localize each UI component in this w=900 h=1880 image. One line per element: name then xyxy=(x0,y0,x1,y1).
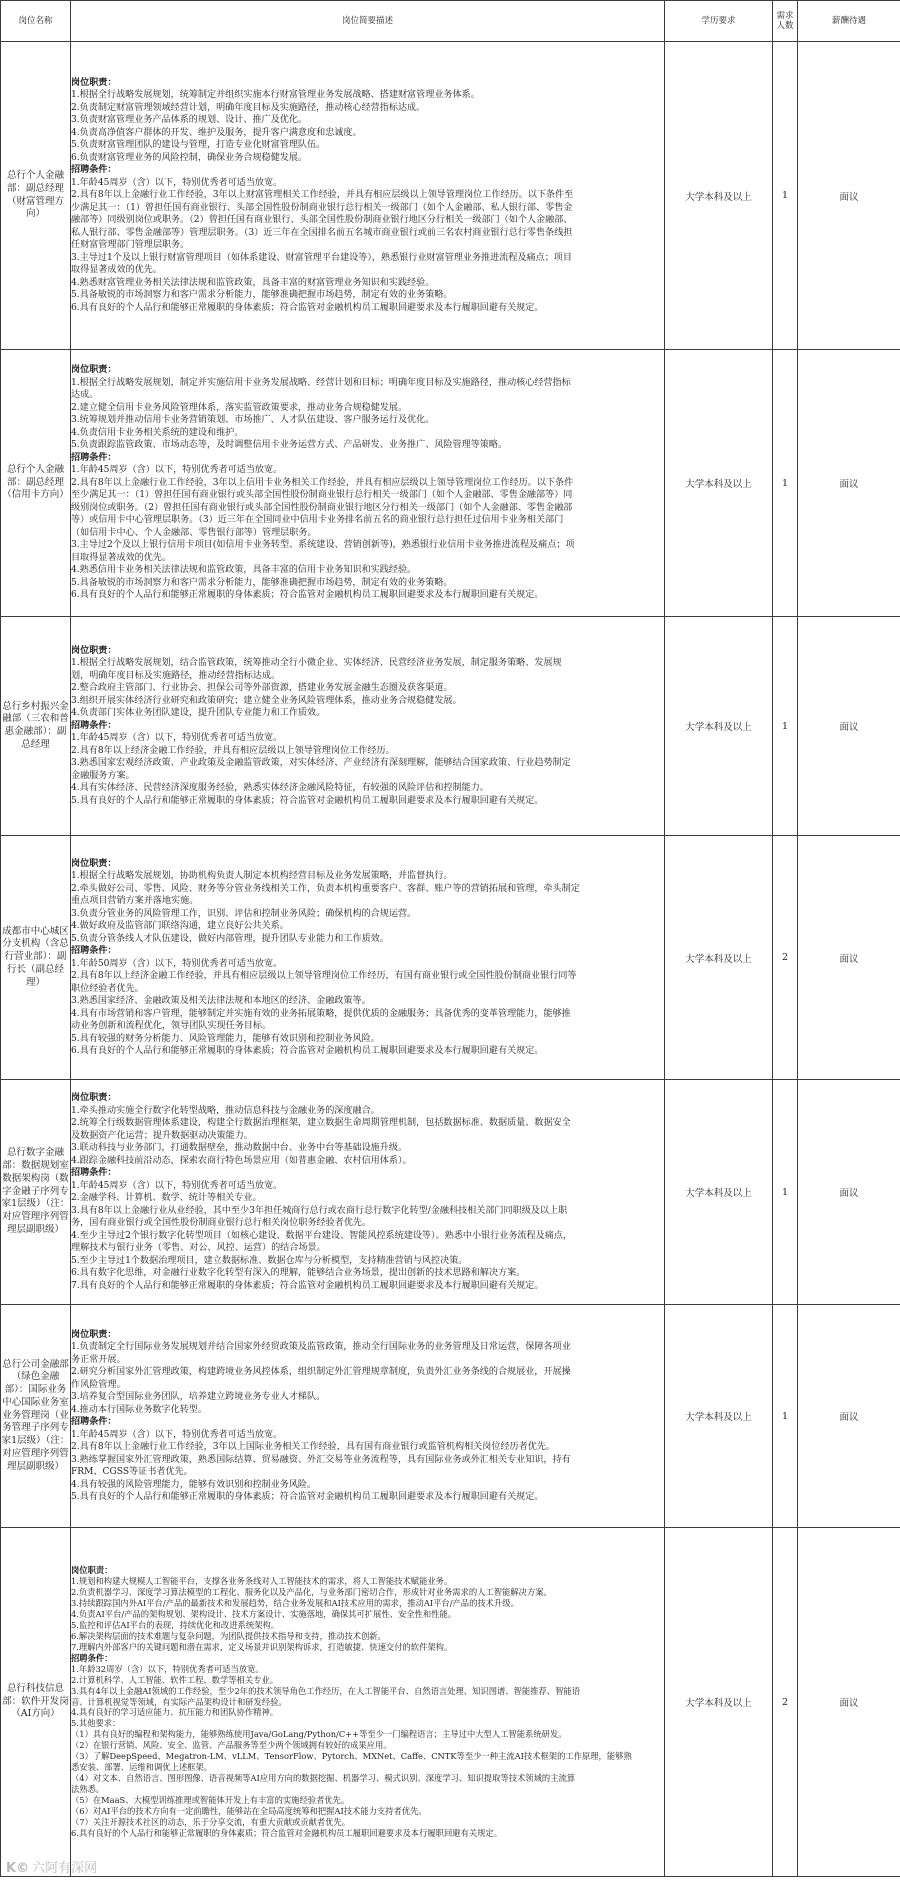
description-line: 3.持续跟踪国内外AI平台/产品的最新技术和发展趋势，结合业务发展和AI技术应用的需求，推动AI平台/产品的技术升级。 xyxy=(71,1598,519,1609)
table-row xyxy=(1,836,900,1080)
position-name: 总行科技信息部：软件开发岗（AI方向） xyxy=(1,1528,71,1877)
position-description xyxy=(71,1080,665,1305)
position-name: 总行公司金融部（绿色金融部）：国际业务中心国际业务室业务管理岗（业务管理子序列专家1层级）（注：对应管理序列管理层副职级） xyxy=(1,1305,71,1528)
description-line: 6.具有良好的个人品行和能够正常履职的身体素质；符合监管对金融机构员工履职回避要求及本行履职回避有关规定。 xyxy=(71,1046,544,1056)
salary: 面议 xyxy=(798,350,900,617)
description-line: 理解技术与银行业务（零售、对公、风控、运营）的结合场景。 xyxy=(71,1243,326,1253)
description-line: 3.联动科技与业务部门，打通数据壁垒，推动数据中台、业务中台等基础设施升级。 xyxy=(71,1143,408,1153)
description-line: 少满足其一：（1）曾担任国有商业银行、头部全国性股份制商业银行总行相关一级部门（如个人金融部、私人银行部、零售金 xyxy=(71,202,573,213)
description-line: 6.具有数字化思维，对金融行业数字化转型有深入的理解，能够结合业务场景，提出创新的技术思路和解决方案。 xyxy=(71,1268,526,1278)
headcount: 1 xyxy=(773,1305,798,1528)
description-line: 2.负责机器学习、深度学习算法模型的工程化、服务化以及产品化，与业务部门密切合作，形成针对业务需求的人工智能解决方案。 xyxy=(71,1587,552,1598)
description-line: 3.组织开展实体经济行业研究和政策研究；建立健全业务风险管理体系，推动业务合规稳健发展。 xyxy=(71,695,462,706)
description-line: 5.具有良好的个人品行和能够正常履职的身体素质；符合监管对金融机构员工履职回避要求及本行履职回避有关规定。 xyxy=(71,1492,544,1502)
description-line: 岗位职责： xyxy=(71,1328,117,1340)
education-requirement: 大学本科及以上 xyxy=(665,1305,773,1528)
position-name: 总行数字金融部：数据规划室数据架构岗（数字金融子序列专家1层级）（注：对应管理序列管理层副职级） xyxy=(1,1080,71,1305)
description-line: 5.负责跟踪监管政策、市场动态等，及时调整信用卡业务运营方式、产品研发、业务推广、风险管理等策略。 xyxy=(71,440,508,451)
description-line: 6.负责财富管理业务的风险控制，确保业务合规稳健发展。 xyxy=(71,152,308,163)
table-row xyxy=(1,350,900,617)
watermark xyxy=(6,1857,97,1876)
description-line: 7.理解内外部客户的关键问题和潜在需求，定义场景并识别架构诉求，打造敏捷、快速交付的软件架构。 xyxy=(71,1641,453,1652)
description-line: 2.统筹全行级数据管理体系建设，构建全行数据治理框架，建立数据生命周期管理机制，包括数据标准、数据质量、数据安全 xyxy=(71,1118,571,1128)
watermark-logo: K© xyxy=(6,1861,30,1876)
table-row xyxy=(1,1305,900,1528)
description-line: （5）在MaaS、大模型训练推理或智能体开发上有丰富的实施经验者优先。 xyxy=(71,1794,350,1805)
description-line: 至少满足其一：（1）曾担任国有商业银行或头部全国性股份制商业银行总行相关一级部门（如个人金融部、零售金融部等）同 xyxy=(71,490,573,501)
description-line: 岗位职责： xyxy=(71,1565,113,1576)
description-line: 法熟悉。 xyxy=(71,1784,105,1795)
description-line: （如信用卡中心、个人金融部、零售银行部等）管理层职务。 xyxy=(71,527,317,538)
description-line: 等）或信用卡中心管理层职务。（3）近三年在全国同业中信用卡业务排名前五名的商业银行总行担任过信用卡业务相关部门 xyxy=(71,515,564,526)
position-description xyxy=(71,836,665,1080)
description-line: 1.规划和构建大规模人工智能平台，支撑各业务条线对人工智能技术的需求，将人工智能技术赋能业务。 xyxy=(71,1576,453,1587)
description-line: 4.具有良好的学习适应能力、抗压能力和团队协作精神。 xyxy=(71,1707,279,1718)
table-row xyxy=(1,42,900,350)
description-line: 音、计算机视觉等领域，有实际产品架构设计和研发经验。 xyxy=(71,1696,287,1707)
position-name: 总行个人金融部：副总经理（财富管理方向） xyxy=(1,42,71,350)
description-line: 3.熟悉国家宏观经济政策、产业政策及金融监管政策，对实体经济、产业经济有深刻理解，能够结合国家政策、行业趋势制定 xyxy=(71,758,571,769)
salary: 面议 xyxy=(798,1528,900,1877)
description-line: FRM、CGSS等证书者优先。 xyxy=(71,1467,193,1477)
description-line: 5.负责分管条线人才队伍建设，做好内部管理，提升团队专业能力和工作质效。 xyxy=(71,933,389,944)
description-line: 6.具有良好的个人品行和能够正常履职的身体素质；符合监管对金融机构员工履职回避要求及本行履职回避有关规定。 xyxy=(71,302,544,313)
education-requirement: 大学本科及以上 xyxy=(665,836,773,1080)
description-line: 4.做好政府及监管部门联络沟通，建立良好公共关系。 xyxy=(71,921,289,931)
header-row xyxy=(1,1,900,42)
description-line: 务正常开展。 xyxy=(71,1354,126,1365)
watermark-text: 六阿有深网 xyxy=(32,1861,98,1876)
education-requirement: 大学本科及以上 xyxy=(665,1080,773,1305)
salary: 面议 xyxy=(798,617,900,836)
description-line: 3.负责财富管理业务产品体系的规划、设计、推广及优化。 xyxy=(71,115,308,126)
description-line: 1.年龄32周岁（含）以下，特别优秀者可适当放宽。 xyxy=(71,1663,264,1674)
description-line: 务，国有商业银行或全国性股份制商业银行总行相关岗位职务经验者优先。 xyxy=(71,1218,372,1228)
description-line: 1.年龄45周岁（含）以下，特别优秀者可适当放宽。 xyxy=(71,177,283,188)
position-description xyxy=(71,617,665,836)
description-line: 1.年龄45周岁（含）以下，特别优秀者可适当放宽。 xyxy=(71,465,283,476)
header-headcount: 需求人数 xyxy=(773,1,798,42)
education-requirement: 大学本科及以上 xyxy=(665,1528,773,1877)
description-line: （6）对AI平台的技术方向有一定前瞻性，能够站在全局高度统筹和把握AI技术能力支持者优先。 xyxy=(71,1805,427,1816)
table-header xyxy=(1,1,900,42)
salary: 面议 xyxy=(798,1305,900,1528)
description-line: 2.具有8年以上金融行业工作经验，3年以上财富管理相关工作经验，并具有相应层级以上领导管理岗位工作经历。以下条件至 xyxy=(71,190,574,201)
description-line: 6.具有良好的个人品行和能够正常履职的身体素质；符合监管对金融机构员工履职回避要求及本行履职回避有关规定。 xyxy=(71,1827,503,1838)
description-line: 4.负责AI平台/产品的架构规划、架构设计、技术方案设计、实施落地，确保其可扩展性、安全性和性能。 xyxy=(71,1609,457,1620)
description-line: 级别岗位或职务。（2）曾担任国有商业银行或头部全国性股份制商业银行地区分行相关一级部门（如个人金融部、零售金融部 xyxy=(71,502,573,513)
description-line: 及数据资产化运营；提升数据驱动决策能力。 xyxy=(71,1130,253,1141)
description-line: 4.至少主导过2个银行数字化转型项目（如核心建设、数据平台建设、智能风控系统建设等）。熟悉中小银行业务流程及痛点， xyxy=(71,1230,572,1241)
description-line: 2.具有8年以上经济金融工作经验，并具有相应层级以上领导管理岗位工作经历。 xyxy=(71,745,395,756)
education-requirement: 大学本科及以上 xyxy=(665,350,773,617)
description-line: 5.具备敏锐的市场洞察力和客户需求分析能力，能够准确把握市场趋势，制定有效的业务策略。 xyxy=(71,577,453,588)
position-name: 总行个人金融部：副总经理（信用卡方向） xyxy=(1,350,71,617)
description-line: 1.根据全行战略发展规划，协助机构负责人制定本机构经营目标及业务发展策略，并监督执行。 xyxy=(71,871,453,881)
description-line: 1.根据全行战略发展规划，制定并实施信用卡业务发展战略、经营计划和目标；明确年度目标及实施路径，推动核心经营指标 xyxy=(71,377,571,388)
position-name: 成都市中心城区分支机构（含总行营业部）：副行长（副总经理） xyxy=(1,836,71,1080)
description-line: 4.跟踪金融科技前沿动态，探索农商行特色场景应用（如普惠金融、农村信用体系）。 xyxy=(71,1155,412,1166)
header-description: 岗位简要描述 xyxy=(71,1,665,42)
description-line: 1.年龄45周岁（含）以下，特别优秀者可适当放宽。 xyxy=(71,733,283,744)
description-line: 6.具有良好的个人品行和能够正常履职的身体素质；符合监管对金融机构员工履职回避要求及本行履职回避有关规定。 xyxy=(71,590,544,601)
description-line: 2.具有8年以上经济金融工作经验，并具有相应层级以上领导管理岗位工作经历，有国有商业银行或全国性股份制商业银行同等 xyxy=(71,971,577,981)
description-line: 3.熟悉国家经济、金融政策及相关法律法规和本地区的经济、金融政策等。 xyxy=(71,996,371,1006)
description-line: 岗位职责： xyxy=(71,1092,117,1103)
header-education: 学历要求 xyxy=(665,1,773,42)
description-line: 3.主导过1个及以上银行财富管理项目（如体系建设、财富管理平台建设等），熟悉银行业财富管理业务推进流程及痛点；项目 xyxy=(71,252,572,263)
description-line: 7.具有良好的个人品行和能够正常履职的身体素质；符合监管对金融机构员工履职回避要求及本行履职回避有关规定。 xyxy=(71,1280,544,1291)
table-body xyxy=(1,42,900,1877)
description-line: 招聘条件： xyxy=(71,719,117,731)
headcount: 2 xyxy=(773,1528,798,1877)
table-row xyxy=(1,617,900,836)
description-line: 2.整合政府主管部门、行业协会、担保公司等外部资源，搭建业务发展金融生态圈及获客渠道。 xyxy=(71,683,453,694)
header-position-name: 岗位名称 xyxy=(1,1,71,42)
description-line: 3.具有4年以上金融AI领域的工作经验，至少2年的技术领导角色工作经历，在人工智能平台、自然语言处理、知识图谱、智能推荐、智能语 xyxy=(71,1685,580,1696)
description-line: 招聘条件： xyxy=(71,945,117,956)
description-line: 5.具有较强的财务分析能力、风险管理能力，能够有效识别和控制业务风险。 xyxy=(71,1033,380,1044)
description-line: 3.培养复合型国际业务团队，培养建立跨境业务专业人才梯队。 xyxy=(71,1392,326,1402)
description-line: 重点项目营销方案并落地实施。 xyxy=(71,896,199,906)
description-line: 4.负责高净值客户群体的开发、维护及服务，提升客户满意度和忠诚度。 xyxy=(71,127,362,138)
description-line: （2）在银行营销、风险、安全、监管、产品服务等至少两个领域拥有较好的成果应用。 xyxy=(71,1740,392,1751)
headcount: 1 xyxy=(773,1080,798,1305)
description-line: 2.研究分析国家外汇管理政策，构建跨境业务风控体系，组织制定外汇管理规章制度，负责外汇业务条线的合规展业，开展操 xyxy=(71,1367,571,1377)
description-line: 2.建立健全信用卡业务风险管理体系，落实监管政策要求，推动业务合规稳健发展。 xyxy=(71,402,408,413)
description-line: 4.熟悉信用卡业务相关法律法规和监管政策，具备丰富的信用卡业务知识和实践经验。 xyxy=(71,565,417,576)
description-line: 职位经验者优先。 xyxy=(71,983,144,994)
position-description xyxy=(71,1528,665,1877)
description-line: 4.熟悉财富管理业务相关法律法规和监管政策，具备丰富的财富管理业务知识和实践经验。 xyxy=(71,277,435,288)
description-line: 1.年龄45周岁（含）以下，特别优秀者可适当放宽。 xyxy=(71,1180,283,1191)
description-line: 1.牵头推动实施全行数字化转型战略，推动信息科技与金融业务的深度融合。 xyxy=(71,1105,380,1116)
description-line: 岗位职责： xyxy=(71,76,117,88)
description-line: 金融服务方案。 xyxy=(71,770,135,781)
description-line: 5.具备敏锐的市场洞察力和客户需求分析能力，能够准确把握市场趋势，制定有效的业务策略。 xyxy=(71,290,453,301)
description-line: 岗位职责： xyxy=(71,857,117,869)
description-line: 3.具有8年以上金融行业从业经验，其中至少3年担任城商行总行或农商行总行数字化转型/金融科技相关部门同职级及以上职 xyxy=(71,1205,568,1216)
position-description xyxy=(71,42,665,350)
description-line: （7）关注开源技术社区的动态，乐于分享交流，有重大贡献或贡献者优先。 xyxy=(71,1816,351,1827)
description-line: 1.年龄50周岁（含）以下，特别优秀者可适当放宽。 xyxy=(71,958,283,969)
description-line: 4.具有实体经济、民营经济深度服务经验，熟悉实体经济金融风险特征，有较强的风险评估和控制能力。 xyxy=(71,783,489,794)
description-line: 1.年龄45周岁（含）以下，特别优秀者可适当放宽。 xyxy=(71,1429,283,1440)
description-line: 4.负责信用卡业务相关系统的建设和维护。 xyxy=(71,427,244,438)
position-description xyxy=(71,350,665,617)
description-line: 5.负责财富管理团队的建设与管理，打造专业化财富管理队伍。 xyxy=(71,140,326,151)
description-line: 动业务创新和流程优化，领导团队实现任务目标。 xyxy=(71,1021,272,1031)
table-row xyxy=(1,1528,900,1877)
description-line: （4）对文本、自然语言、图形图像、语音视频等AI应用方向的数据挖掘、机器学习、模式识别、深度学习、知识提取等技术领域的主流算 xyxy=(71,1773,576,1784)
description-line: 2.计算机科学、人工智能、软件工程、数学等相关专业。 xyxy=(71,1674,279,1685)
description-line: 作风险管理。 xyxy=(71,1379,126,1390)
description-line: 4.负责部门实体业务团队建设，提升团队专业能力和工作质效。 xyxy=(71,708,326,719)
description-line: 任财富管理部门管理层职务。 xyxy=(71,240,190,251)
description-line: 私人银行部、零售金融部等）管理层职务。（3）近三年在全国排名前五名城市商业银行或前三名农村商业银行总行零售条线担 xyxy=(71,227,573,238)
headcount: 2 xyxy=(773,836,798,1080)
description-line: 3.熟练掌握国家外汇管理政策，熟悉国际结算、贸易融资、外汇交易等业务流程等，具有国际业务或外汇相关专业知识，持有 xyxy=(71,1454,571,1465)
description-line: 2.金融学科、计算机、数学、统计等相关专业。 xyxy=(71,1193,262,1203)
salary: 面议 xyxy=(798,1080,900,1305)
header-salary: 薪酬待遇 xyxy=(798,1,900,42)
description-line: 3.主导过2个及以上银行信用卡项目(如信用卡业务转型、系统建设、营销创新等)，熟悉银行业信用卡业务推进流程及痛点；项 xyxy=(71,540,575,551)
description-line: 划，明确年度目标及实施路径，推动经营指标达成。 xyxy=(71,670,281,681)
description-line: 2.负责制定财富管理领域经营计划，明确年度目标及实施路径，推动核心经营指标达成。 xyxy=(71,102,426,113)
description-line: 1.根据全行战略发展规划，统筹制定并组织实施本行财富管理业务发展战略、搭建财富管理业务体系。 xyxy=(71,90,480,101)
description-line: 3.负责分管业务的风险管理工作，识别、评估和控制业务风险；确保机构的合规运营。 xyxy=(71,908,417,919)
description-line: 岗位职责： xyxy=(71,644,117,656)
description-line: （1）具有良好的编程和架构能力，能够熟练使用Java/GoLang/Python/C++等至少一门编程语言；主导过中大型人工智能系统研发。 xyxy=(71,1729,567,1740)
headcount: 1 xyxy=(773,350,798,617)
description-line: 3.统筹规划并推动信用卡业务营销策划、市场推广、人才队伍建设、客户服务运行及优化。 xyxy=(71,415,435,426)
description-line: 取得显著成效的优先。 xyxy=(71,265,162,276)
description-line: 悉安装、部署、运维和调优上述框架。 xyxy=(71,1762,213,1773)
description-line: 招聘条件： xyxy=(71,1652,113,1663)
description-line: 5.具有良好的个人品行和能够正常履职的身体素质；符合监管对金融机构员工履职回避要求及本行履职回避有关规定。 xyxy=(71,795,544,806)
table-row xyxy=(1,1080,900,1305)
education-requirement: 大学本科及以上 xyxy=(665,42,773,350)
description-line: 1.负责制定全行国际业务发展规划并结合国家外经贸政策及监管政策，推动全行国际业务的业务管理及日常运营，保障各项业 xyxy=(71,1342,571,1352)
description-line: 2.牵头做好公司、零售、风险、财务等分管业务线相关工作，负责本机构重要客户、客群、账户等的营销拓展和管理，牵头制定 xyxy=(71,883,580,894)
description-line: 1.根据全行战略发展规划，结合监管政策，统筹推动全行小微企业、实体经济、民营经济业务发展，制定服务策略、发展规 xyxy=(71,658,562,669)
headcount: 1 xyxy=(773,42,798,350)
headcount: 1 xyxy=(773,617,798,836)
position-description xyxy=(71,1305,665,1528)
description-line: 融部等）同级别岗位或职务。（2）曾担任国有商业银行、头部全国性股份制商业银行地区分行相关一级部门（如个人金融部、 xyxy=(71,215,573,226)
description-line: 4.推动本行国际业务数字化转型。 xyxy=(71,1404,207,1415)
description-line: 4.具有较强的风险管理能力，能够有效识别和控制业务风险。 xyxy=(71,1479,317,1490)
education-requirement: 大学本科及以上 xyxy=(665,617,773,836)
salary: 面议 xyxy=(798,836,900,1080)
description-line: （3）了解DeepSpeed、Megatron-LM、vLLM、TensorFlow、Pytorch、MXNet、Caffe、CNTK等至少一种主流AI技术框架的工作原理，能够熟 xyxy=(71,1751,632,1762)
description-line: 招聘条件： xyxy=(71,451,117,463)
description-line: 招聘条件： xyxy=(71,164,117,176)
description-line: 达成。 xyxy=(71,390,99,401)
description-line: 招聘条件： xyxy=(71,1416,117,1427)
description-line: 目取得显著成效的优先。 xyxy=(71,552,172,563)
description-line: 2.具有8年以上金融行业工作经验，3年以上国际业务相关工作经验，具有国有商业银行或监管机构相关岗位经历者优先。 xyxy=(71,1442,556,1452)
description-line: 2.具有8年以上金融行业工作经验，3年以上信用卡业务相关工作经验，并具有相应层级以上领导管理岗位工作经历。以下条件 xyxy=(71,477,574,488)
description-line: 5.至少主导过1个数据治理项目，建立数据标准、数据仓库与分析模型，支持精准营销与风控决策。 xyxy=(71,1255,468,1266)
description-line: 5.其他要求： xyxy=(71,1718,121,1729)
description-line: 招聘条件： xyxy=(71,1167,117,1178)
salary: 面议 xyxy=(798,42,900,350)
description-line: 4.具有市场营销和客户管理，能够制定并实施有效的业务拓展策略，提供优质的金融服务；具备优秀的变革管理能力，能够推 xyxy=(71,1008,571,1019)
position-name: 总行乡村振兴金融部（三农和普惠金融部）：副总经理 xyxy=(1,617,71,836)
description-line: 6.解决架构层面的技术难题与复杂问题，为团队提供技术指导和支持，推动技术创新。 xyxy=(71,1630,386,1641)
description-line: 5.监控和评估AI平台的表现，持续优化和改进系统架构。 xyxy=(71,1619,280,1630)
description-line: 岗位职责： xyxy=(71,364,117,376)
